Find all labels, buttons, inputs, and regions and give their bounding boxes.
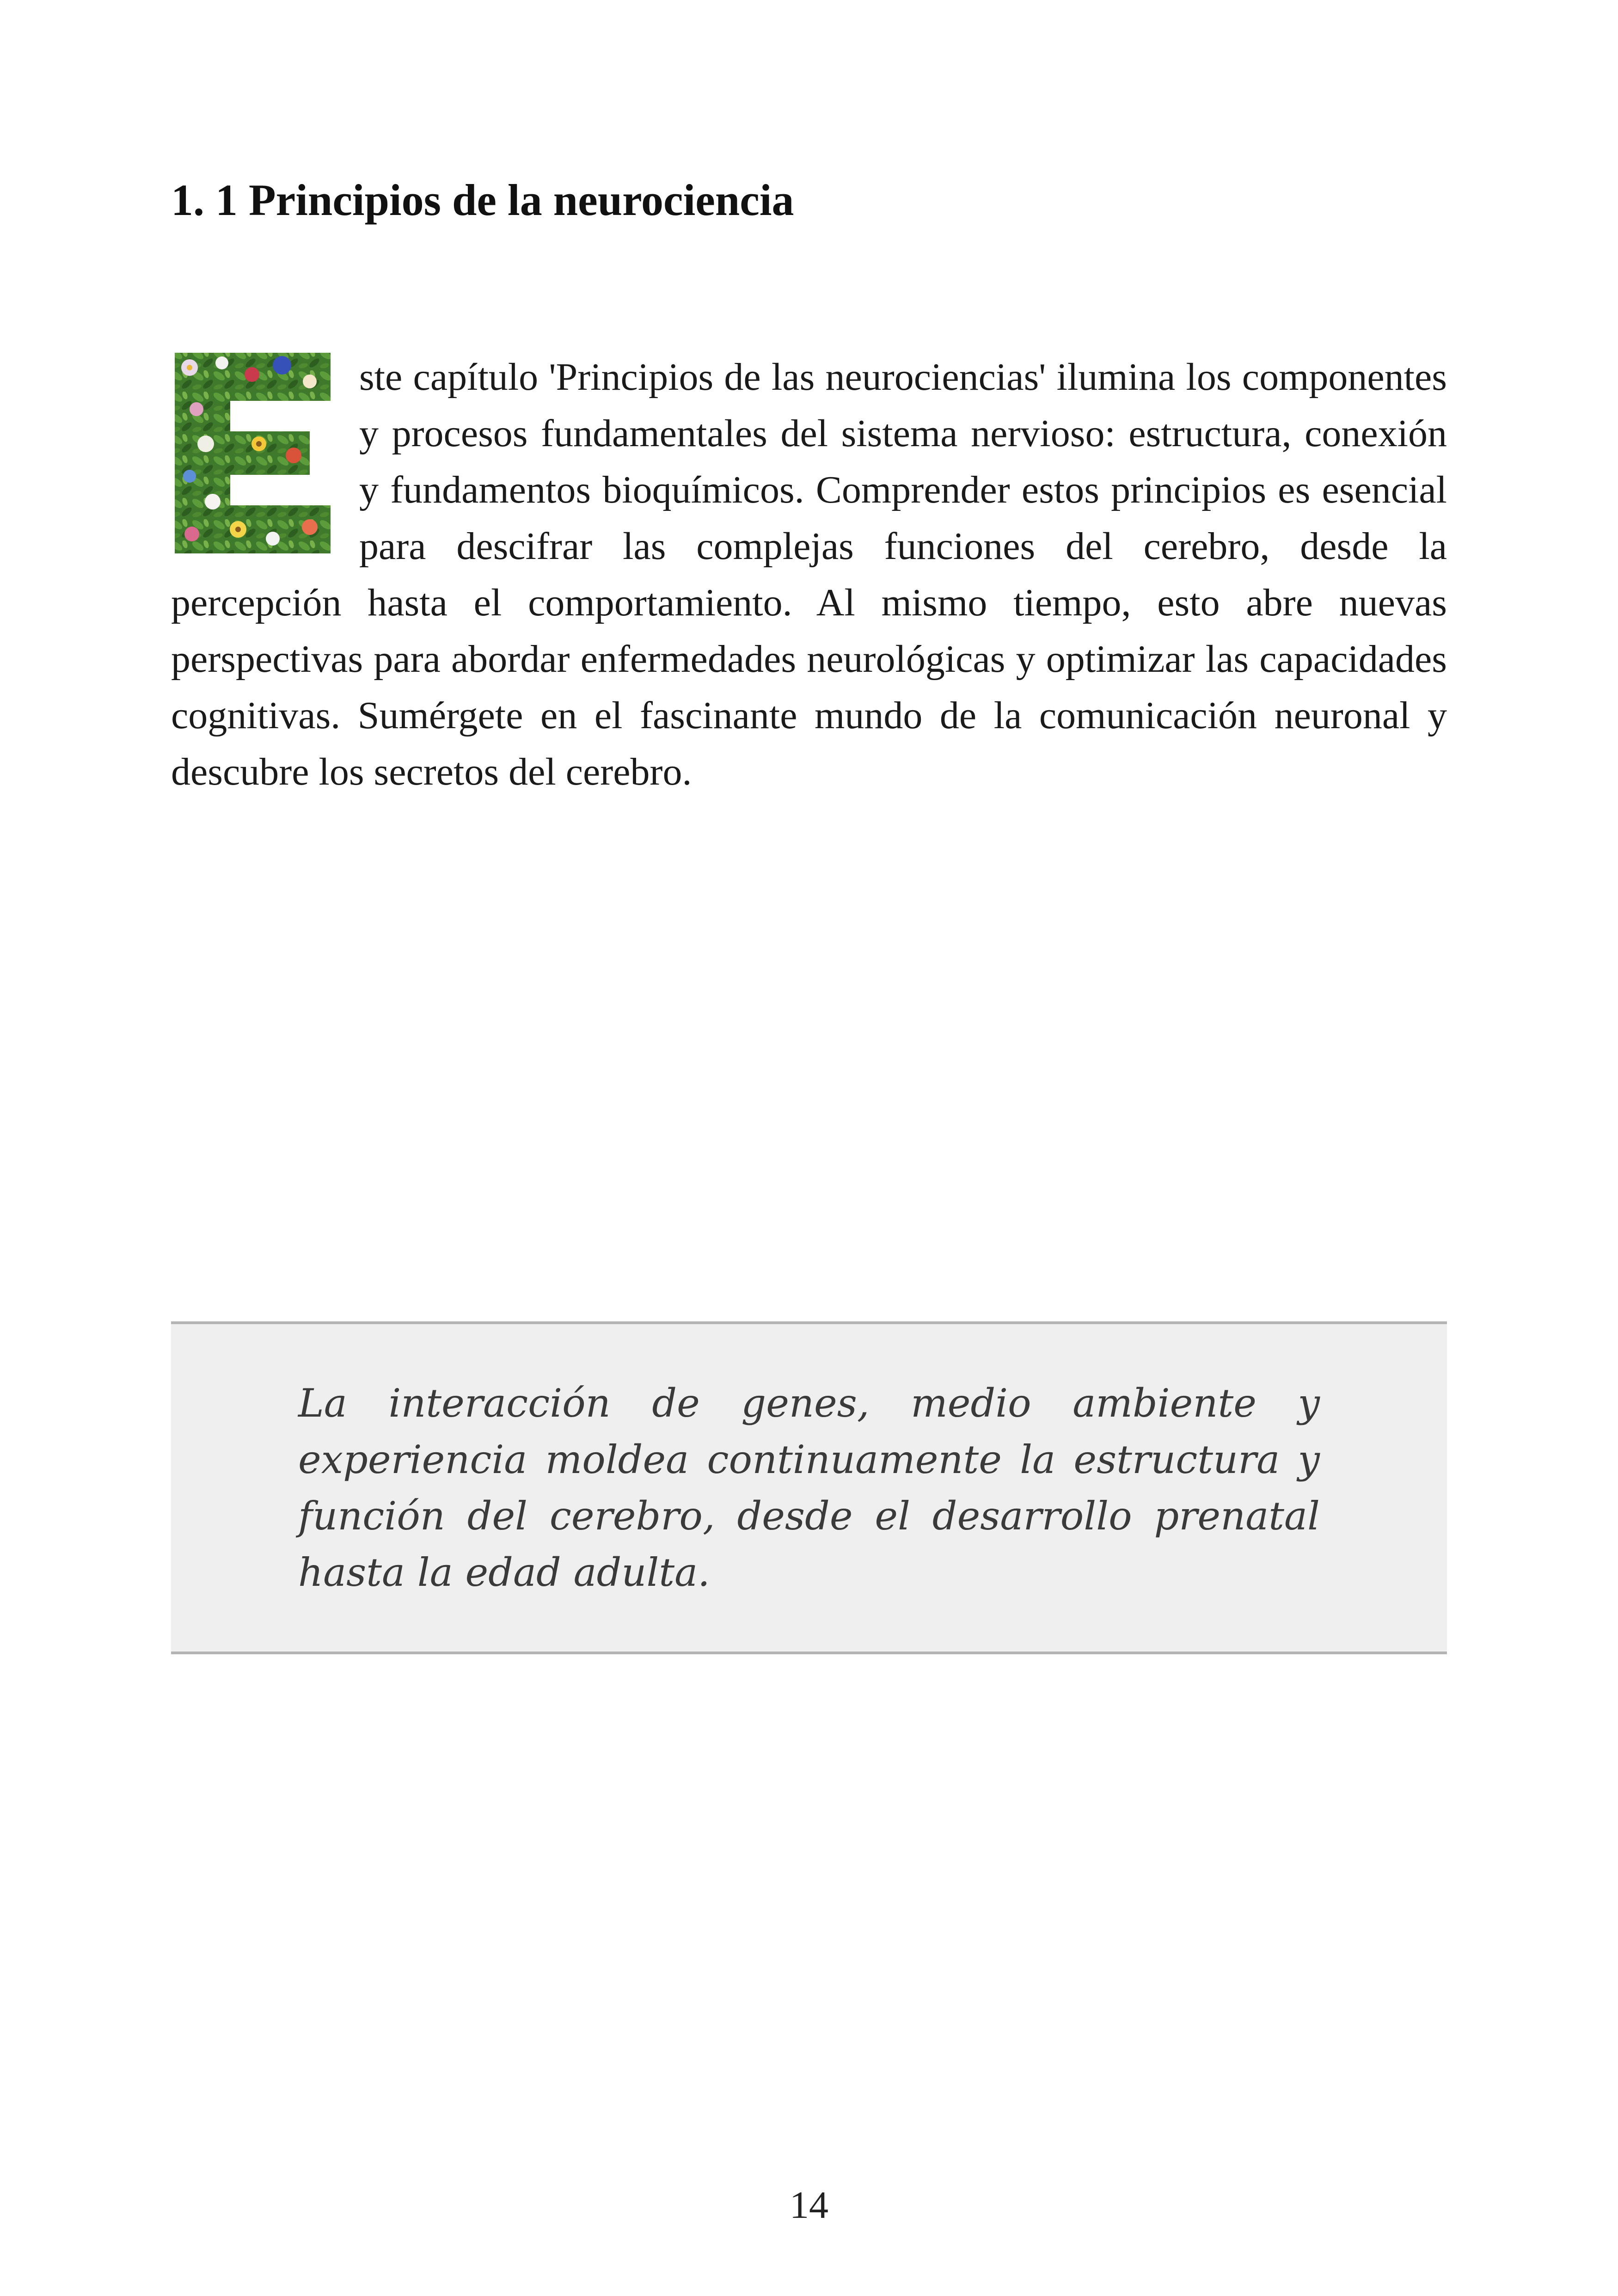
callout-box (171, 1321, 1447, 1654)
floral-dropcap-e-icon (171, 349, 335, 557)
intro-paragraph (171, 349, 1447, 800)
section-heading: 1. 1 Principios de la neurociencia (171, 175, 794, 225)
callout-quote: La interacción de genes, medio ambiente y experiencia moldea continuamente la estructura y función del cerebro, desde el desarrollo prenatal hasta la edad adulta. (298, 1381, 1320, 1595)
page-number: 14 (790, 2184, 828, 2227)
intro-paragraph-text: ste capítulo 'Principios de las neurociencias' ilumina los componentes y procesos fundamentales del sistema nervioso: estructura, conexión y fundamentos bioquímicos. Comprender estos principios es esencial para descifrar las complejas funciones del cerebro, desde la percepción hasta el comportamiento. Al mismo tiempo, esto abre nuevas perspectivas para abordar enfermedades neurológicas y optimizar las capacidades cognitivas. Sumérgete en el fascinante mundo de la comunicación neuronal y descubre los secretos del cerebro. (171, 356, 1447, 793)
